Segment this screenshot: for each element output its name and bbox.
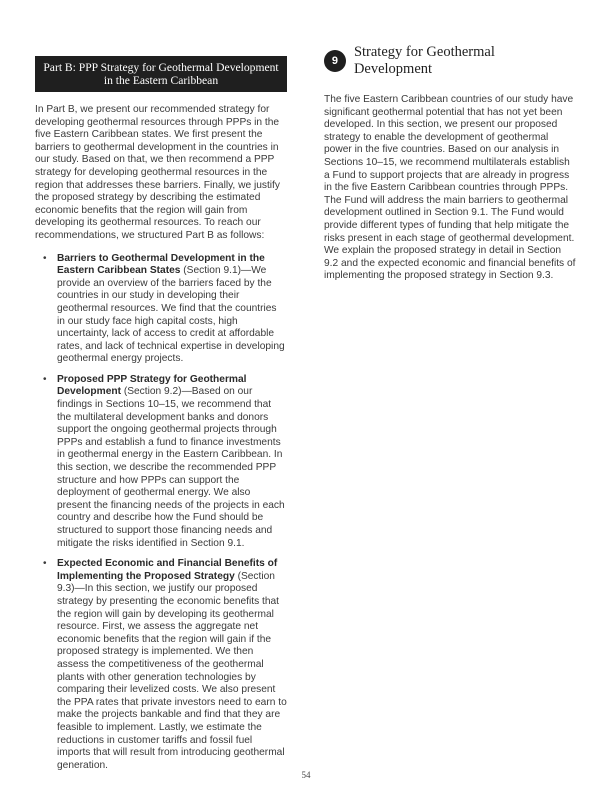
part-banner-line-2: in the Eastern Caribbean bbox=[103, 74, 219, 87]
bullet-heading: Expected Economic and Financial Benefits of Implementing the Proposed Strategy bbox=[57, 558, 278, 582]
right-column bbox=[324, 44, 576, 283]
bullet-icon: • bbox=[43, 373, 47, 385]
section-body-paragraph: The five Eastern Caribbean countries of our study have significant geothermal potential that has not yet been developed. In this section, we present our proposed strategy to enable the development of geothermal power in the five countries. Based on our analysis in Sections 10–15, we recommend multilaterals establish a Fund to support projects that are already in progress in the five Eastern Caribbean countries through PPPs. The Fund will address the main barriers to geothermal development outlined in Section 9.1. The Fund would provide different types of funding that help mitigate the risks present in each stage of geothermal development. We explain the proposed strategy in detail in Section 9.2 and the expected economic and financial benefits of implementing the proposed strategy in Section 9.3. bbox=[324, 94, 576, 282]
list-item bbox=[35, 374, 287, 550]
bullet-icon: • bbox=[43, 252, 47, 264]
intro-paragraph: In Part B, we present our recommended strategy for developing geothermal resources through PPPs in the five Eastern Caribbean states. We first present the barriers to geothermal development in the countries in our study. Based on that, we then recommend a PPP strategy for developing geothermal resources in the region that addresses these barriers. Finally, we justify the proposed strategy by describing the estimated economic benefits that the region will gain from developing its geothermal resources. To reach our recommendations, we structured Part B as follows: bbox=[35, 104, 280, 241]
bullet-heading: Barriers to Geothermal Development in the Eastern Caribbean States bbox=[57, 252, 265, 277]
list-item bbox=[35, 558, 287, 772]
bullet-text: (Section 9.1)—We provide an overview of the barriers faced by the countries in our study in developing their geothermal resources. We find that the countries in our study face high capital costs, high uncertainty, lack of access to credit at affordable rates, and lack of technical expertise in developing geothermal energy projects. bbox=[57, 265, 285, 365]
part-b-banner bbox=[35, 56, 287, 92]
section-title: Strategy for Geothermal Development bbox=[353, 44, 495, 77]
part-b-outline-list bbox=[35, 253, 287, 773]
section-number-badge: 9 bbox=[324, 50, 346, 72]
bullet-icon: • bbox=[43, 558, 47, 570]
bullet-heading: Proposed PPP Strategy for Geothermal Development bbox=[57, 373, 247, 398]
section-heading bbox=[324, 44, 576, 78]
left-column bbox=[35, 56, 287, 780]
bullet-text: (Section 9.3)—In this section, we justify our proposed strategy by presenting the economic benefits that the region will gain by developing its geothermal resource. First, we assess the aggregate net economic benefits that the region will gain if the proposed strategy is implemented. We then assess the competitiveness of the geothermal plants with other generation technologies by comparing their levelized costs. We also present the PPA rates that private investors need to earn to make the projects bankable and find that they are feasible to implement. Lastly, we estimate the reductions in customer tariffs and fossil fuel imports that will result from introducing geothermal generation. bbox=[57, 570, 287, 771]
bullet-text: (Section 9.2)—Based on our findings in Sections 10–15, we recommend that the multilateral development banks and donors support the ongoing geothermal projects through PPPs and establish a fund to finance investments in geothermal energy in the Eastern Caribbean. In this section, we describe the recommended PPP structure and how PPPs can support the deployment of geothermal energy. We also present the financing needs of the projects in each country and describe how the Fund should be structured to support those financing needs and mitigate the risks identified in Section 9.1. bbox=[57, 386, 285, 549]
page-number: 54 bbox=[301, 770, 311, 780]
part-banner-line-1: Part B: PPP Strategy for Geothermal Development bbox=[43, 61, 279, 74]
list-item bbox=[35, 253, 287, 366]
